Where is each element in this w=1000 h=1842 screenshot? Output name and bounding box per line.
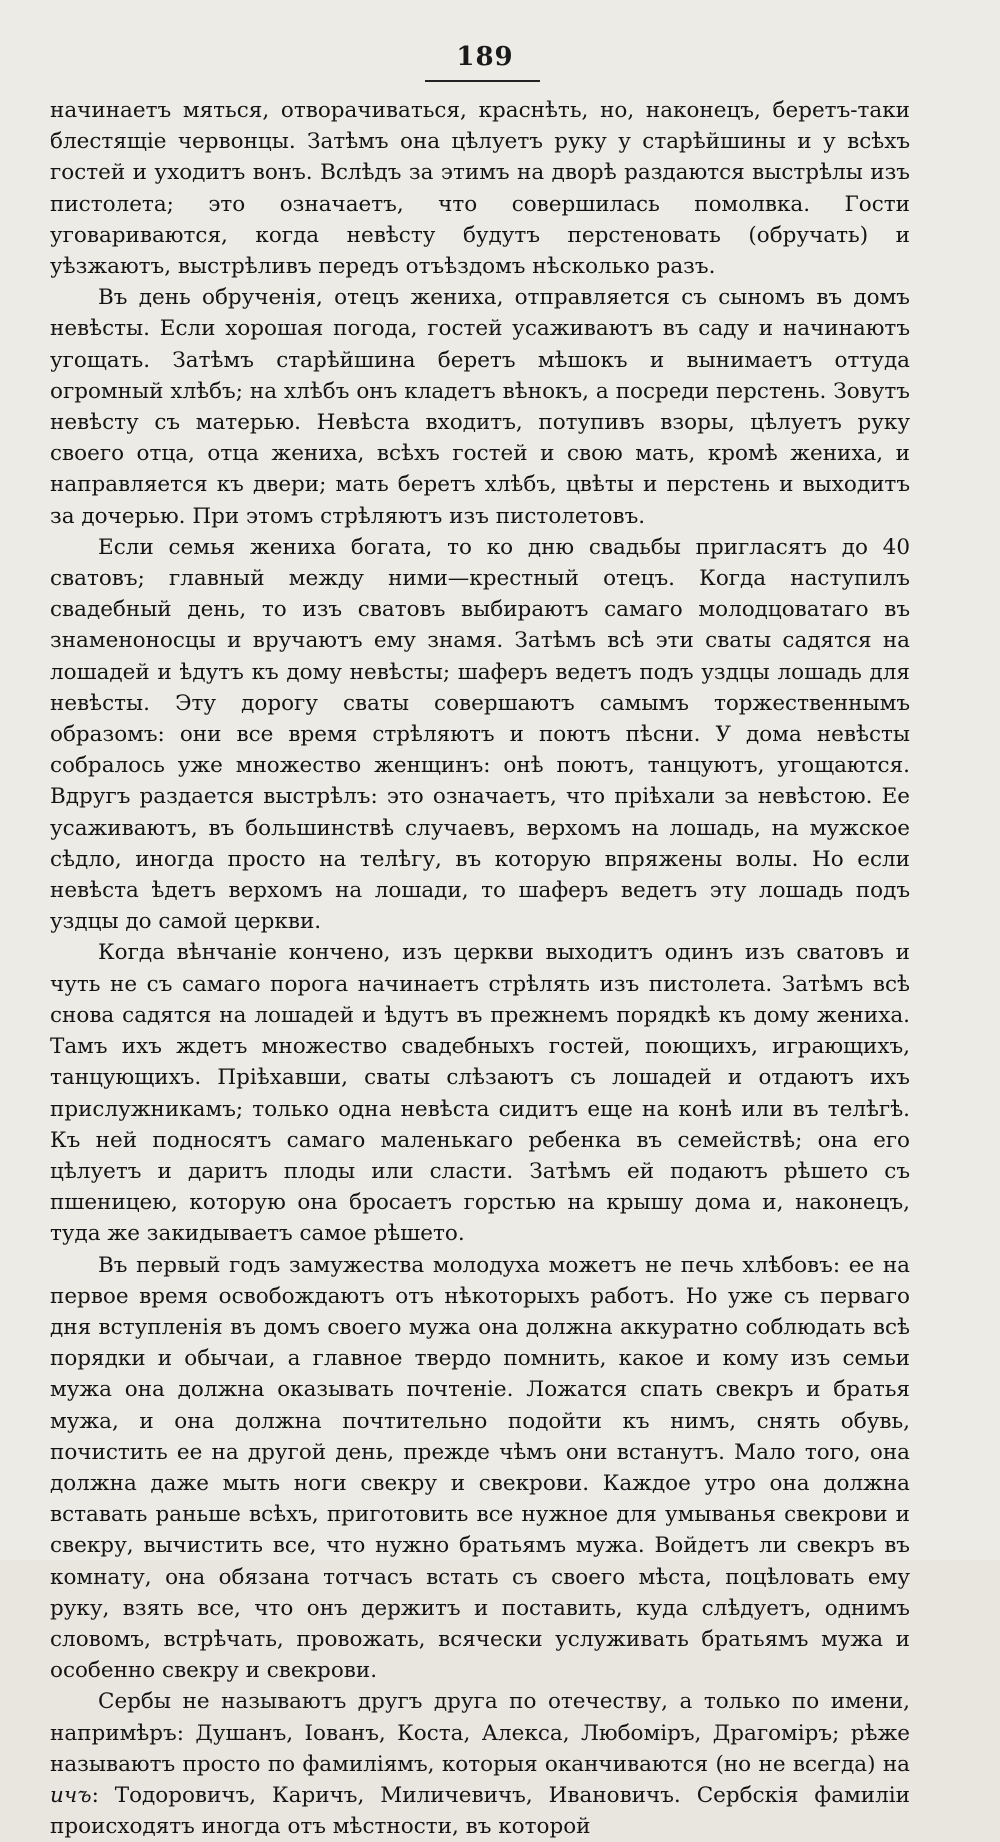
paragraph-6-end: : Тодоровичъ, Каричъ, Миличевичъ, Ивановичъ. Сербскія фамиліи происходятъ иногда отъ мѣстности, въ которой	[50, 1782, 910, 1840]
paragraph-3: Если семья жениха богата, то ко дню свадьбы пригласятъ до 40 сватовъ; главный между ними—крестный отецъ. Когда наступилъ свадебный день, то изъ сватовъ выбираютъ самаго молодцоватаго въ знаменоносцы и вручаютъ ему знамя. Затѣмъ всѣ эти сваты садятся на лошадей и ѣдутъ къ дому невѣсты; шаферъ ведетъ подъ уздцы лошадь для невѣсты. Эту дорогу сваты совершаютъ самымъ торжественнымъ образомъ: они все время стрѣляютъ и поютъ пѣсни. У дома невѣсты собралось уже множество женщинъ: онѣ поютъ, танцуютъ, угощаются. Вдругъ раздается выстрѣлъ: это означаетъ, что пріѣхали за невѣстою. Ее усаживаютъ, въ большинствѣ случаевъ, верхомъ на лошадь, на мужское сѣдло, иногда просто на телѣгу, въ которую впряжены волы. Но если невѣста ѣдетъ верхомъ на лошади, то шаферъ ведетъ эту лошадь подъ уздцы до самой церкви.	[50, 534, 910, 935]
body-text	[50, 95, 910, 1842]
paragraph-6	[50, 1686, 910, 1842]
paragraph-2: Въ день обрученія, отецъ жениха, отправляется съ сыномъ въ домъ невѣсты. Если хорошая погода, гостей усаживаютъ въ саду и начинаютъ угощать. Затѣмъ старѣйшина беретъ мѣшокъ и вынимаетъ оттуда огромный хлѣбъ; на хлѣбъ онъ кладетъ вѣнокъ, а посреди перстень. Зовутъ невѣсту съ матерью. Невѣста входитъ, потупивъ взоры, цѣлуетъ руку своего отца, отца жениха, всѣхъ гостей и свою мать, кромѣ жениха, и направляется къ двери; мать беретъ хлѣбъ, цвѣты и перстень и выходитъ за дочерью. При этомъ стрѣляютъ изъ пистолетовъ.	[50, 285, 910, 529]
italic-suffix: ичъ	[50, 1782, 92, 1808]
paragraph-5: Въ первый годъ замужества молодуха можетъ не печь хлѣбовъ: ее на первое время освобождаютъ отъ нѣкоторыхъ работъ. Но уже съ перваго дня вступленія въ домъ своего мужа она должна аккуратно соблюдать всѣ порядки и обычаи, а главное твердо помнить, какое и кому изъ семьи мужа она должна оказывать почтеніе. Ложатся спать свекръ и братья мужа, и она должна почтительно подойти къ нимъ, снять обувь, почистить ее на другой день, прежде чѣмъ они встанутъ. Мало того, она должна даже мыть ноги свекру и свекрови. Каждое утро она должна вставать раньше всѣхъ, приготовить все нужное для умыванья свекрови и свекру, вычистить все, что нужно братьямъ мужа. Войдетъ ли свекръ въ комнату, она обязана тотчасъ встать съ своего мѣста, поцѣловать ему руку, взять все, что онъ держитъ и поставить, куда слѣдуетъ, однимъ словомъ, встрѣчать, провожать, всячески услуживать братьямъ мужа и особенно свекру и свекрови.	[50, 1252, 910, 1684]
paragraph-4: Когда вѣнчаніе кончено, изъ церкви выходитъ одинъ изъ сватовъ и чуть не съ самаго порога начинаетъ стрѣлять изъ пистолета. Затѣмъ всѣ снова садятся на лошадей и ѣдутъ въ прежнемъ порядкѣ къ дому жениха. Тамъ ихъ ждетъ множество свадебныхъ гостей, поющихъ, играющихъ, танцующихъ. Пріѣхавши, сваты слѣзаютъ съ лошадей и отдаютъ ихъ прислужникамъ; только одна невѣста сидитъ еще на конѣ или въ телѣгѣ. Къ ней подносятъ самаго маленькаго ребенка въ семействѣ; она его цѣлуетъ и даритъ плоды или сласти. Затѣмъ ей подаютъ рѣшето съ пшеницею, которую она бросаетъ горстью на крышу дома и, наконецъ, туда же закидываетъ самое рѣшето.	[50, 940, 910, 1247]
page-number-rule	[425, 80, 540, 82]
paragraph-6-start: Сербы не называютъ другъ друга по отечеству, а только по имени, напримѣръ: Душанъ, Іованъ, Коста, Алекса, Любоміръ, Драгоміръ; рѣже называютъ просто по фамиліямъ, которыя оканчиваются (но не всегда) на	[50, 1689, 910, 1777]
page-number: 189	[456, 42, 514, 72]
paragraph-1: начинаетъ мяться, отворачиваться, краснѣть, но, наконецъ, беретъ-таки блестящіе червонцы. Затѣмъ она цѣлуетъ руку у старѣйшины и у всѣхъ гостей и уходитъ вонъ. Вслѣдъ за этимъ на дворѣ раздаются выстрѣлы изъ пистолета; это означаетъ, что совершилась помолвка. Гости уговариваются, когда невѣсту будутъ перстеновать (обручать) и уѣзжаютъ, выстрѣливъ передъ отъѣздомъ нѣсколько разъ.	[50, 98, 910, 280]
